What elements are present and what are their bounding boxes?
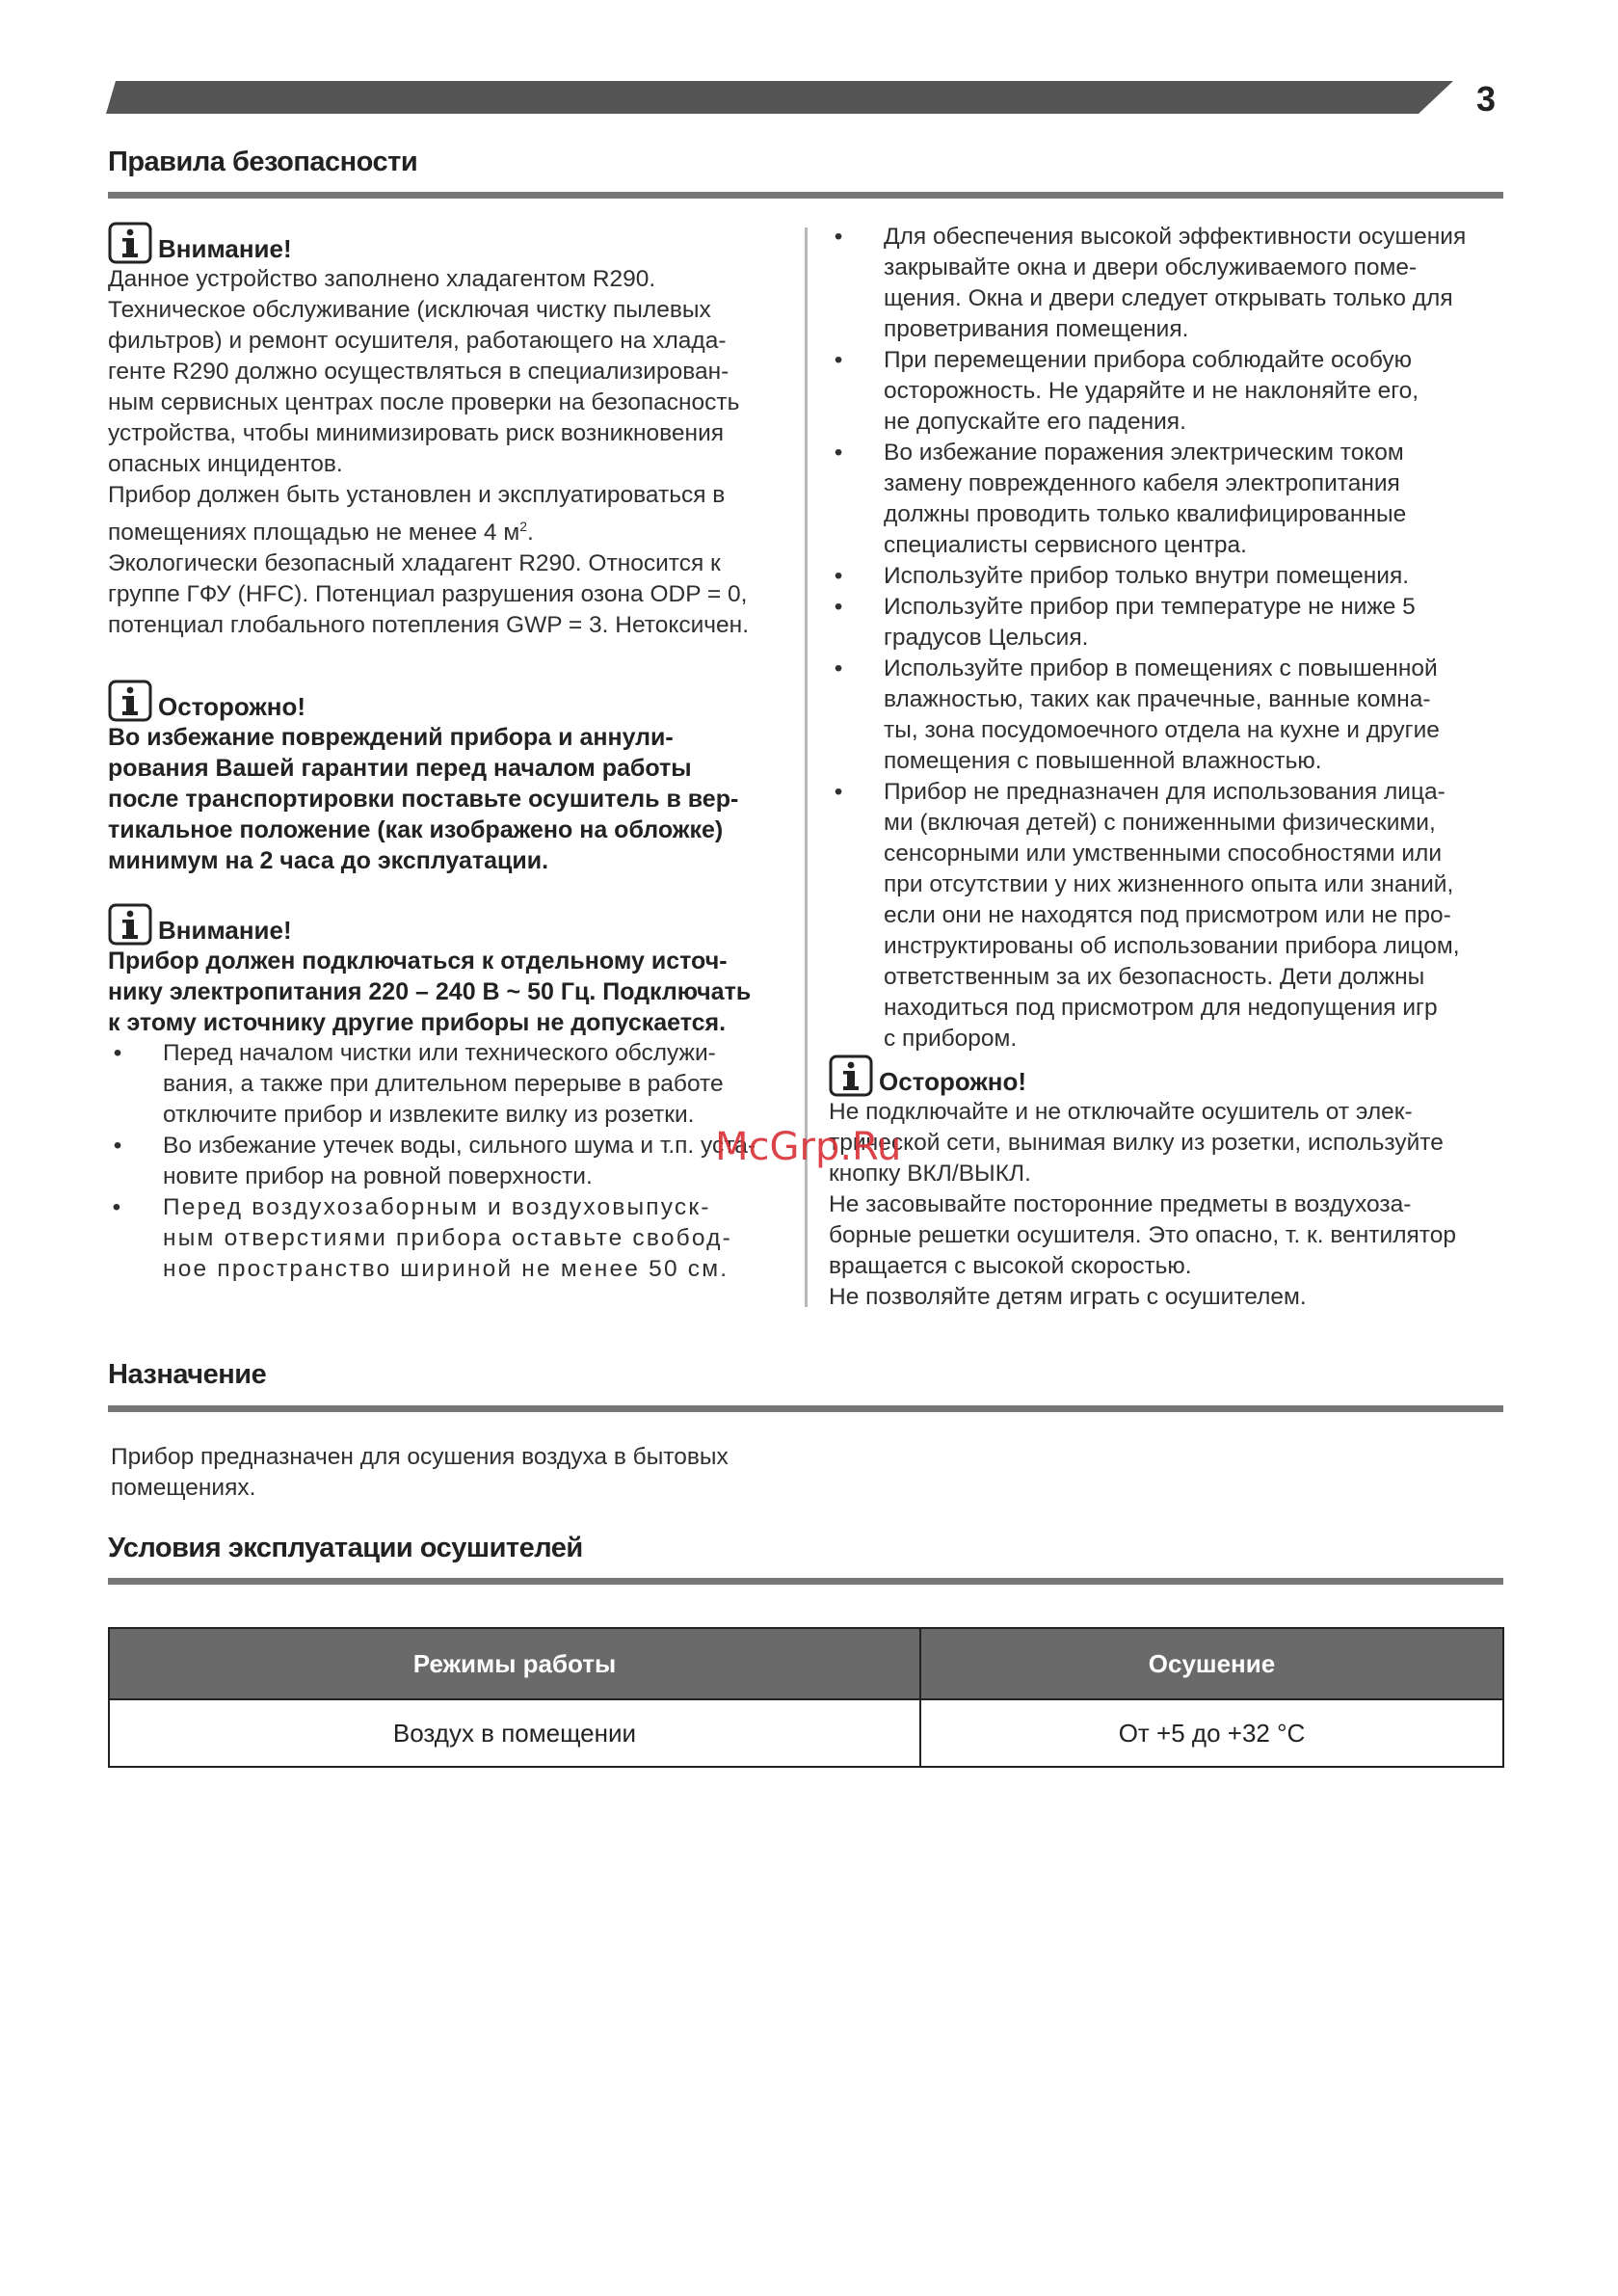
list-item [829,561,1508,592]
text-line: Не позволяйте детям играть с осушителем. [829,1284,1307,1310]
text-line: трической сети, вынимая вилку из розетки, используйте [829,1130,1444,1156]
page-number: 3 [1476,79,1497,119]
right-bullet-list [829,222,1508,1055]
watermark: McGrp.Ru [715,1125,902,1169]
section-rule [108,1405,1503,1412]
bullet-mark: • [113,1133,122,1160]
text-line: находиться под присмотром для недопущения игр [884,995,1438,1021]
text-line: ответственным за их безопасность. Дети должны [884,964,1425,990]
area-end: . [527,520,534,547]
info-icon [829,1055,873,1097]
text-line: Экологически безопасный хладагент R290. Относится к [108,550,721,577]
text-line: Во избежание поражения электрическим током [884,440,1404,466]
text-line: закрывайте окна и двери обслуживаемого поме- [884,254,1418,280]
header-bar [106,81,1453,114]
text-line: ты, зона посудомоечного отдела на кухне и другие [884,717,1440,743]
text-line: Перед воздухозаборным и воздуховыпуск- [163,1194,711,1221]
text-line: с прибором. [884,1026,1018,1052]
bullet-mark: • [834,655,843,681]
text-line: Прибор должен быть установлен и эксплуатироваться в [108,482,726,508]
text-line: специалисты сервисного центра. [884,532,1247,558]
warning-text [108,264,792,641]
bullet-mark: • [112,1194,123,1221]
text-line: отключите прибор и извлеките вилку из розетки. [163,1102,695,1129]
purpose-text [111,1442,843,1504]
text-line: проветривания помещения. [884,316,1189,342]
text-line: группе ГФУ (HFC). Потенциал разрушения озона ODP = 0, [108,581,748,608]
text-line: устройства, чтобы минимизировать риск возникновения [108,420,725,446]
bullet-mark: • [834,779,843,805]
left-column [108,216,792,1285]
text-line: замену поврежденного кабеля электропитания [884,470,1400,496]
text-line: ным отверстиями прибора оставьте свобод- [163,1225,733,1252]
text-line: инструктированы об использовании прибора лицом, [884,933,1460,959]
text-line: Не подключайте и не отключайте осушитель от элек- [829,1099,1413,1125]
bullet-mark: • [834,224,843,250]
area-text: помещениях площадью не менее 4 м [108,520,520,547]
text-line: ное пространство шириной не менее 50 см. [163,1256,729,1283]
bullet-mark: • [113,1040,122,1067]
list-item [108,1192,792,1285]
text-line: Прибор предназначен для осушения воздуха в бытовых [111,1444,729,1470]
text-line: после транспортировки поставьте осушитель в вер- [108,786,739,814]
text-line: ным сервисных центрах после проверки на безопасность [108,389,740,415]
text-line: градусов Цельсия. [884,625,1089,651]
bullet-mark: • [834,347,843,373]
text-line: генте R290 должно осуществляться в специализирован- [108,359,729,385]
list-item [829,777,1508,1055]
table-cell: Воздух в помещении [109,1699,920,1767]
caution-text [108,722,792,876]
list-item [108,1131,792,1192]
info-icon [108,222,152,264]
text-line: Используйте прибор при температуре не ниже 5 [884,594,1416,620]
section-title-purpose: Назначение [108,1359,267,1390]
text-line: вания, а также при длительном перерыве в работе [163,1071,724,1098]
section-title-conditions: Условия эксплуатации осушителей [108,1533,583,1563]
text-line: если они не находятся под присмотром или не про- [884,902,1451,928]
text-line: Используйте прибор в помещениях с повышенной [884,655,1438,681]
text-line: кнопку ВКЛ/ВЫКЛ. [829,1161,1031,1187]
text-line: Техническое обслуживание (исключая чистку пылевых [108,297,711,323]
text-line: не допускайте его падения. [884,409,1186,435]
text-line: Прибор должен подключаться к отдельному источ- [108,948,728,975]
list-item [829,345,1508,438]
text-line: новите прибор на ровной поверхности. [163,1163,593,1190]
text-line: ми (включая детей) с пониженными физическими, [884,810,1436,836]
text-line: вращается с высокой скоростью. [829,1253,1192,1279]
text-line: Используйте прибор только внутри помещения. [884,563,1410,589]
table-cell: От +5 до +32 °C [920,1699,1503,1767]
text-line: рования Вашей гарантии перед началом работы [108,755,692,783]
left-bullet-list [108,1038,792,1285]
list-item [829,654,1508,777]
text-line: борные решетки осушителя. Это опасно, т. к. вентилятор [829,1222,1456,1248]
text-line: влажностью, таких как прачечные, ванные комна- [884,686,1431,712]
text-line: Прибор не предназначен для использования лица- [884,779,1446,805]
warning-heading: Внимание! [158,234,292,263]
section-rule [108,1578,1503,1585]
caution-header [108,674,792,722]
section-title-safety: Правила безопасности [108,147,418,177]
right-column [829,222,1508,1313]
power-text [108,946,792,1038]
text-line: Перед началом чистки или технического обслужи- [163,1040,716,1067]
text-line: При перемещении прибора соблюдайте особую [884,347,1412,373]
text-line: опасных инцидентов. [108,451,343,477]
conditions-table [108,1627,1504,1768]
section-rule [108,192,1503,199]
bullet-mark: • [834,563,843,589]
warning-heading: Внимание! [158,916,292,946]
caution-heading: Осторожно! [158,692,306,722]
table-header-cell: Режимы работы [109,1628,920,1699]
text-line: фильтров) и ремонт осушителя, работающего на хлада- [108,328,727,354]
text-line: осторожность. Не ударяйте и не наклоняйте его, [884,378,1419,404]
text-line: Не засовывайте посторонние предметы в воздухоза- [829,1191,1412,1217]
text-line: Для обеспечения высокой эффективности осушения [884,224,1467,250]
text-line: помещениях. [111,1475,256,1501]
text-line: Во избежание утечек воды, сильного шума и т.п. уста- [163,1133,756,1160]
text-line: сенсорными или умственными способностями или [884,841,1443,867]
list-item [829,592,1508,654]
area-line [108,511,792,548]
list-item [829,438,1508,561]
warning-header [108,216,792,264]
warning-header [108,897,792,946]
area-sup: 2 [519,519,527,534]
list-item [108,1038,792,1131]
text-line: к этому источнику другие приборы не допускается. [108,1009,727,1037]
text-line: нику электропитания 220 – 240 В ~ 50 Гц. Подключать [108,978,752,1006]
text-line: тикальное положение (как изображено на обложке) [108,816,724,844]
table-header-cell: Осушение [920,1628,1503,1699]
caution-heading: Осторожно! [879,1067,1027,1096]
table-row [109,1699,1503,1767]
info-icon [108,903,152,946]
text-line: должны проводить только квалифицированные [884,501,1407,527]
text-line: Данное устройство заполнено хладагентом R290. [108,266,656,292]
text-line: при отсутствии у них жизненного опыта или знаний, [884,871,1454,897]
text-line: Во избежание повреждений прибора и аннули- [108,724,674,752]
text-line: помещения с повышенной влажностью. [884,748,1322,774]
bullet-mark: • [834,440,843,466]
info-icon [108,680,152,722]
table-header-row [109,1628,1503,1699]
caution-text [829,1097,1508,1313]
text-line: щения. Окна и двери следует открывать только для [884,285,1453,311]
text-line: минимум на 2 часа до эксплуатации. [108,847,549,875]
header-bar-shape [106,81,1453,114]
bullet-mark: • [834,594,843,620]
text-line: потенциал глобального потепления GWP = 3. Нетоксичен. [108,612,750,639]
caution-header [829,1055,1508,1097]
list-item [829,222,1508,345]
